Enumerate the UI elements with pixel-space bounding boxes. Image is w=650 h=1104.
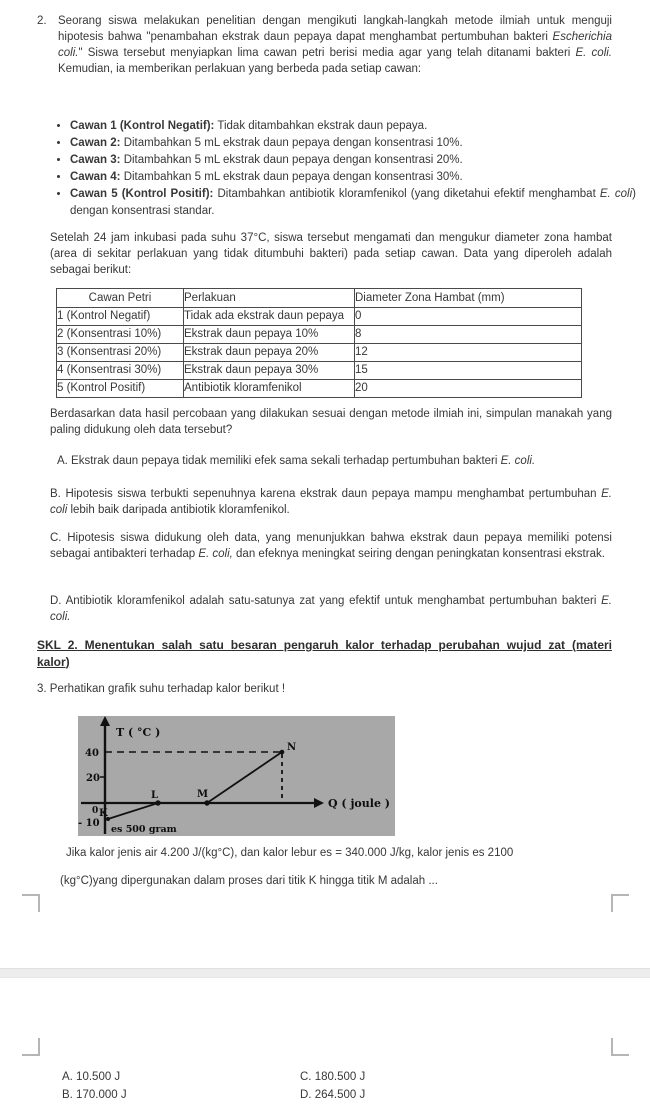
graph-annotation: es 500 gram [111, 824, 177, 835]
table-row [57, 326, 582, 344]
label-N: N [287, 742, 297, 753]
question-3-prompt: 3. Perhatikan grafik suhu terhadap kalor berikut ! [37, 683, 286, 695]
question-3-given-line2: (kg°C)yang dipergunakan dalam proses dari titik K hingga titik M adalah ... [60, 875, 438, 887]
ytick-0: 0 [92, 806, 99, 816]
answer-option-d: D. Antibiotik kloramfenikol adalah satu-satunya zat yang efektif untuk menghambat pertumbuhan bakteri E. coli. [50, 595, 612, 623]
cell-diameter: 0 [355, 308, 582, 326]
results-table [56, 288, 582, 398]
cell-perlakuan: Antibiotik kloramfenikol [184, 380, 355, 398]
list-item-cawan-3: • Cawan 3: Ditambahkan 5 mL ekstrak daun pepaya dengan konsentrasi 20%. [70, 152, 636, 169]
x-axis-label: Q ( joule ) [328, 797, 390, 810]
table-row [57, 380, 582, 398]
answer-option-c-q3: C. 180.500 J [300, 1071, 366, 1083]
answer-option-d-q3: D. 264.500 J [300, 1089, 366, 1101]
page1-bottom-right-margin-mark [611, 894, 629, 912]
cell-perlakuan: Ekstrak daun pepaya 30% [184, 362, 355, 380]
col-header-perlakuan: Perlakuan [184, 289, 355, 308]
point-L [155, 800, 160, 805]
list-item-cawan-2: • Cawan 2: Ditambahkan 5 mL ekstrak daun pepaya dengan konsentrasi 10%. [70, 135, 636, 152]
list-item-cawan-4: • Cawan 4: Ditambahkan 5 mL ekstrak daun pepaya dengan konsentrasi 30%. [70, 169, 636, 186]
answer-option-b: B. Hipotesis siswa terbukti sepenuhnya karena ekstrak daun pepaya mampu menghambat pertumbuhan E. coli lebih baik daripada antibiotik kloramfenikol. [50, 488, 612, 516]
question-2-number: 2. [37, 15, 47, 27]
question-2-stem: Berdasarkan data hasil percobaan yang dilakukan sesuai dengan metode ilmiah ini, simpulan manakah yang paling didukung oleh data tersebut? [50, 408, 612, 436]
cell-diameter: 12 [355, 344, 582, 362]
list-item-cawan-5: • Cawan 5 (Kontrol Positif): Ditambahkan antibiotik kloramfenikol (yang diketahui efektif menghambat E. coli) dengan konsentrasi standar. [70, 186, 636, 220]
cell-cawan: 3 (Konsentrasi 20%) [57, 344, 184, 362]
table-row [57, 362, 582, 380]
treatment-list [46, 118, 636, 220]
col-header-cawan-petri: Cawan Petri [57, 289, 184, 308]
page2-top-right-margin-mark [611, 1038, 629, 1056]
cell-cawan: 4 (Konsentrasi 30%) [57, 362, 184, 380]
temperature-heat-graph [78, 716, 395, 836]
skl2-heading-line2: kalor) [37, 654, 70, 669]
ytick-minus10: - 10 [78, 818, 100, 829]
cell-perlakuan: Tidak ada ekstrak daun pepaya [184, 308, 355, 326]
y-axis-label: T ( °C ) [116, 726, 161, 739]
ytick-20: 20 [86, 773, 100, 784]
point-N [280, 750, 285, 755]
question-3-given-line1: Jika kalor jenis air 4.200 J/(kg°C), dan kalor lebur es = 340.000 J/kg, kalor jenis es 2100 [66, 847, 514, 859]
skl2-heading-line1: SKL 2. Menentukan salah satu besaran pengaruh kalor terhadap perubahan wujud zat (materi [37, 638, 612, 652]
page-break-separator [0, 968, 650, 978]
answer-option-c: C. Hipotesis siswa didukung oleh data, yang menunjukkan bahwa ekstrak daun pepaya memiliki potensi sebagai antibakteri terhadap E. coli, dan efeknya meningkat seiring dengan peningkatan konsentrasi ekstrak. [50, 532, 612, 560]
incubation-paragraph: Setelah 24 jam inkubasi pada suhu 37°C, siswa tersebut mengamati dan mengukur diameter zona hambat (area di sekitar perlakuan yang tidak ditumbuhi bakteri) pada setiap cawan. Data yang diperoleh adalah sebagai berikut: [50, 232, 612, 276]
page1-bottom-left-margin-mark [22, 894, 40, 912]
ytick-40: 40 [85, 748, 99, 759]
cell-cawan: 2 (Konsentrasi 10%) [57, 326, 184, 344]
page2-top-left-margin-mark [22, 1038, 40, 1056]
table-header-row [57, 289, 582, 308]
cell-diameter: 20 [355, 380, 582, 398]
skl2-heading [37, 637, 612, 670]
answer-option-a-q3: A. 10.500 J [62, 1071, 121, 1083]
answer-option-a: A. Ekstrak daun pepaya tidak memiliki efek sama sekali terhadap pertumbuhan bakteri E. coli. [57, 455, 536, 467]
label-M: M [197, 789, 209, 800]
cell-diameter: 8 [355, 326, 582, 344]
cell-cawan: 5 (Kontrol Positif) [57, 380, 184, 398]
cell-perlakuan: Ekstrak daun pepaya 20% [184, 344, 355, 362]
list-item-cawan-1: • Cawan 1 (Kontrol Negatif): Tidak ditambahkan ekstrak daun pepaya. [70, 118, 636, 135]
answer-option-b-q3: B. 170.000 J [62, 1089, 127, 1101]
question-2-intro: Seorang siswa melakukan penelitian dengan mengikuti langkah-langkah metode ilmiah untuk menguji hipotesis bahwa "penambahan ekstrak daun pepaya dapat menghambat pertumbuhan bakteri Escherichia coli." Siswa tersebut menyiapkan lima cawan petri berisi media agar yang telah ditanami bakteri E. coli. Kemudian, ia memberikan perlakuan yang berbeda pada setiap cawan: [58, 15, 612, 75]
label-L: L [151, 790, 159, 801]
table-row [57, 308, 582, 326]
table-row [57, 344, 582, 362]
cell-cawan: 1 (Kontrol Negatif) [57, 308, 184, 326]
cell-perlakuan: Ekstrak daun pepaya 10% [184, 326, 355, 344]
point-M [204, 800, 209, 805]
label-K: K [99, 808, 108, 819]
col-header-diameter: Diameter Zona Hambat (mm) [355, 289, 582, 308]
cell-diameter: 15 [355, 362, 582, 380]
